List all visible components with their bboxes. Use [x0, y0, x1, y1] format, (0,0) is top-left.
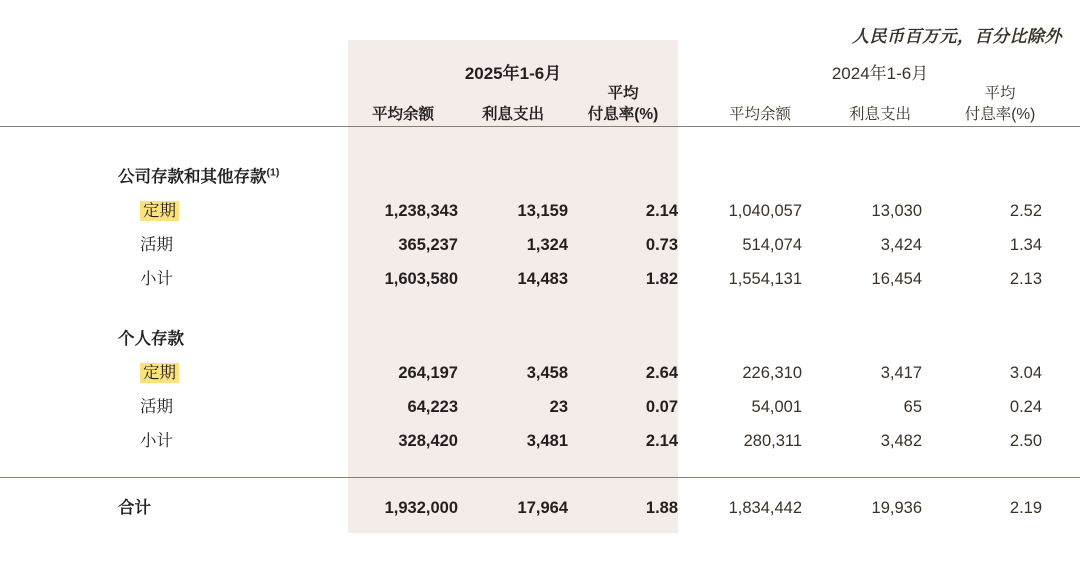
- cell-pad: [1060, 383, 1080, 417]
- footnote-marker: (1): [266, 166, 280, 179]
- header-current-interest-expense: 利息支出: [458, 84, 568, 126]
- row-label-corporate-time: [0, 187, 348, 221]
- header-current-rate-line2: 付息率(%): [587, 105, 659, 123]
- cell-gap: [678, 187, 700, 221]
- table-row: [0, 187, 1080, 221]
- table-row: [0, 383, 1080, 417]
- cell-prior-rate: [940, 315, 1060, 349]
- deposit-cost-table: [0, 40, 1080, 518]
- group-header-empty: [0, 40, 348, 84]
- cell-prior-interest-expense: 65: [903, 397, 923, 416]
- row-label-corporate-demand: 活期: [140, 235, 173, 254]
- row-label-total: 合计: [0, 477, 348, 518]
- cell-prior-avg-balance: 280,311: [743, 431, 803, 450]
- cell-prior-avg-balance: 54,001: [751, 397, 803, 416]
- cell-current-rate: 2.64: [645, 363, 679, 382]
- cell-total-current-interest-expense: 17,964: [458, 477, 568, 518]
- highlighted-label: 定期: [140, 363, 179, 383]
- group-header-pad: [1060, 40, 1080, 84]
- table-row: [0, 255, 1080, 289]
- group-header-gap: [678, 40, 700, 84]
- table-row: [0, 349, 1080, 383]
- header-prior-avg-balance: 平均余额: [700, 84, 820, 126]
- cell-gap: [678, 221, 700, 255]
- cell-current-rate: 0.73: [645, 235, 679, 254]
- cell-current-rate: 2.14: [645, 201, 679, 220]
- table-row: [0, 315, 1080, 349]
- row-label-corporate-subtotal: 小计: [140, 269, 173, 288]
- cell-prior-rate: 3.04: [1009, 363, 1043, 382]
- cell-current-avg-balance: 264,197: [398, 363, 458, 382]
- header-current-avg-balance: 平均余额: [348, 84, 458, 126]
- column-header-empty: [0, 84, 348, 126]
- cell-prior-interest-expense: [820, 315, 940, 349]
- cell-gap: [678, 383, 700, 417]
- cell-current-rate: [568, 153, 678, 187]
- cell-pad: [1060, 187, 1080, 221]
- cell-prior-avg-balance: [700, 315, 820, 349]
- cell-current-interest-expense: 14,483: [517, 269, 568, 288]
- cell-pad: [1060, 153, 1080, 187]
- cell-pad: [1060, 315, 1080, 349]
- row-label-corporate-deposits: 公司存款和其他存款$^{(1)}$: [118, 166, 280, 186]
- spacer-between-sections: [0, 289, 1080, 315]
- spacer-after-header: [0, 126, 1080, 153]
- cell-current-avg-balance: [348, 315, 458, 349]
- cell-prior-interest-expense: 16,454: [871, 269, 923, 288]
- cell-prior-rate: [940, 153, 1060, 187]
- cell-current-interest-expense: 1,324: [526, 235, 568, 254]
- cell-prior-avg-balance: 226,310: [742, 363, 803, 382]
- cell-prior-rate: 1.34: [1009, 235, 1043, 254]
- cell-prior-rate: 2.52: [1009, 201, 1043, 220]
- cell-pad: [1060, 255, 1080, 289]
- cell-prior-avg-balance: 514,074: [742, 235, 803, 254]
- cell-current-interest-expense: [458, 153, 568, 187]
- cell-current-interest-expense: 3,458: [526, 363, 568, 382]
- unit-note: 人民币百万元，百分比除外: [852, 27, 1062, 46]
- cell-gap: [678, 417, 700, 451]
- header-current-rate-line1: 平均: [607, 85, 639, 102]
- header-prior-rate: [940, 84, 1060, 126]
- spacer-before-total: [0, 451, 1080, 478]
- spacer-cell: [0, 451, 1080, 478]
- cell-current-avg-balance: 1,603,580: [384, 269, 458, 288]
- cell-prior-rate: 2.50: [1009, 431, 1043, 450]
- cell-current-rate: 1.82: [645, 269, 679, 288]
- cell-prior-interest-expense: 3,482: [880, 431, 923, 450]
- spacer-cell: [0, 289, 1080, 315]
- cell-current-interest-expense: [458, 315, 568, 349]
- spacer-cell: [0, 126, 1080, 153]
- column-header-row: [0, 84, 1080, 126]
- cell-current-rate: [568, 315, 678, 349]
- cell-prior-rate: 0.24: [1009, 397, 1043, 416]
- table-row: [0, 153, 1080, 187]
- cell-current-interest-expense: 3,481: [526, 431, 568, 450]
- cell-pad: [1060, 417, 1080, 451]
- cell-current-avg-balance: [348, 153, 458, 187]
- header-prior-interest-expense: 利息支出: [820, 84, 940, 126]
- cell-prior-interest-expense: 3,424: [880, 235, 923, 254]
- cell-prior-rate: 2.13: [1009, 269, 1043, 288]
- table-row: [0, 221, 1080, 255]
- header-prior-rate-line1: 平均: [984, 85, 1016, 102]
- header-prior-rate-line2: 付息率(%): [964, 105, 1036, 123]
- cell-gap: [678, 315, 700, 349]
- cell-prior-interest-expense: 13,030: [871, 201, 923, 220]
- column-header-gap: [678, 84, 700, 126]
- column-header-pad: [1060, 84, 1080, 126]
- table-row: [0, 417, 1080, 451]
- cell-pad: [1060, 477, 1080, 518]
- cell-current-avg-balance: 328,420: [398, 431, 458, 450]
- cell-total-current-rate: 1.88: [568, 477, 678, 518]
- row-label-personal-time: [0, 349, 348, 383]
- cell-current-avg-balance: 1,238,343: [384, 201, 458, 220]
- cell-current-rate: 0.07: [645, 397, 679, 416]
- cell-current-avg-balance: 64,223: [407, 397, 458, 416]
- cell-prior-interest-expense: [820, 153, 940, 187]
- group-header-prior: 2024年1-6月: [831, 64, 929, 83]
- cell-current-interest-expense: 23: [549, 397, 568, 416]
- cell-total-prior-avg-balance: 1,834,442: [700, 477, 820, 518]
- cell-current-rate: 2.14: [645, 431, 679, 450]
- cell-total-current-avg-balance: 1,932,000: [348, 477, 458, 518]
- cell-prior-avg-balance: [700, 153, 820, 187]
- cell-prior-interest-expense: 3,417: [880, 363, 923, 382]
- group-header-row: [0, 40, 1080, 84]
- cell-pad: [1060, 221, 1080, 255]
- cell-gap: [678, 477, 700, 518]
- cell-current-interest-expense: 13,159: [517, 201, 568, 220]
- row-label-personal-subtotal: 小计: [140, 431, 173, 450]
- group-header-current: 2025年1-6月: [464, 64, 562, 83]
- table-row-total: [0, 477, 1080, 518]
- cell-gap: [678, 349, 700, 383]
- cell-total-prior-rate: 2.19: [940, 477, 1060, 518]
- cell-gap: [678, 255, 700, 289]
- cell-total-prior-interest-expense: 19,936: [820, 477, 940, 518]
- row-label-personal-deposits: 个人存款: [118, 329, 184, 348]
- highlighted-label: 定期: [140, 201, 179, 221]
- header-current-rate: [568, 84, 678, 126]
- cell-pad: [1060, 349, 1080, 383]
- cell-prior-avg-balance: 1,040,057: [728, 201, 803, 220]
- cell-gap: [678, 153, 700, 187]
- row-label-personal-demand: 活期: [140, 397, 173, 416]
- cell-current-avg-balance: 365,237: [398, 235, 458, 254]
- cell-prior-avg-balance: 1,554,131: [728, 269, 803, 288]
